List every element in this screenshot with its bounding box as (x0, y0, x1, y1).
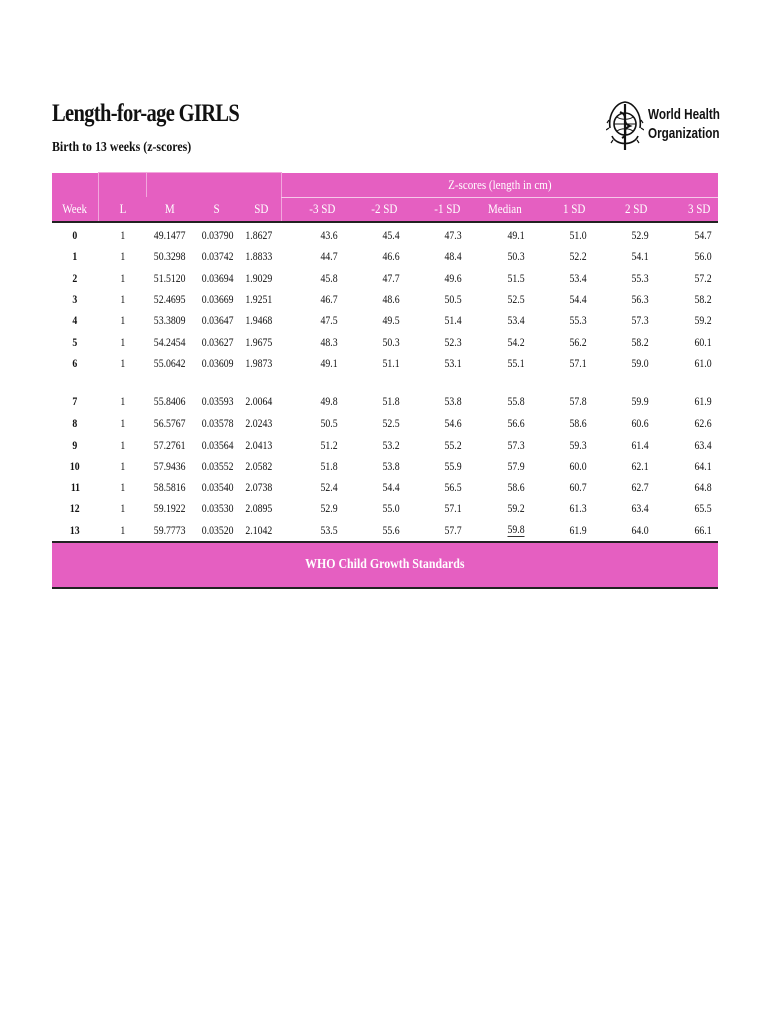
cell-plus2sd: 54.1 (631, 251, 649, 264)
cell-minus3sd: 44.7 (320, 251, 338, 264)
cell-plus1sd: 57.8 (569, 395, 587, 408)
cell-l: 1 (119, 503, 125, 516)
table-row (52, 268, 718, 289)
cell-minus3sd: 46.7 (320, 294, 338, 307)
header-blank (147, 173, 193, 198)
cell-s: 0.03742 (201, 251, 234, 264)
cell-minus1sd: 50.5 (444, 294, 462, 307)
cell-plus1sd: 60.0 (569, 460, 587, 473)
cell-s: 0.03790 (201, 230, 234, 243)
cell-m: 57.9436 (153, 460, 186, 473)
cell-median: 54.2 (507, 336, 525, 349)
cell-plus2sd: 63.4 (631, 503, 649, 516)
cell-minus3sd: 47.5 (320, 315, 338, 328)
cell-minus3sd: 45.8 (320, 272, 338, 285)
cell-plus1sd: 53.4 (569, 272, 587, 285)
cell-minus2sd: 51.1 (382, 357, 400, 370)
header-blank (98, 173, 146, 198)
cell-minus2sd: 55.6 (382, 524, 400, 537)
cell-l: 1 (119, 482, 125, 495)
cell-median: 57.9 (507, 460, 525, 473)
cell-l: 1 (119, 460, 125, 473)
cell-sd: 1.9468 (245, 315, 273, 328)
cell-plus2sd: 61.4 (631, 439, 649, 452)
cell-plus3sd: 63.4 (694, 439, 712, 452)
cell-plus2sd: 62.7 (631, 482, 649, 495)
logo-text-line2: Organization (648, 125, 720, 142)
footer-band (52, 541, 718, 589)
cell-plus3sd: 60.1 (694, 336, 712, 349)
cell-minus3sd: 51.2 (320, 439, 338, 452)
table-row (52, 414, 718, 435)
cell-minus1sd: 57.1 (444, 503, 462, 516)
column-header-minus1sd: -1 SD (406, 197, 468, 222)
cell-sd: 1.9029 (245, 272, 273, 285)
cell-sd: 1.8627 (245, 230, 273, 243)
cell-l: 1 (119, 230, 125, 243)
table-row (52, 353, 718, 374)
cell-plus3sd: 65.5 (694, 503, 712, 516)
cell-minus1sd: 57.7 (444, 524, 462, 537)
cell-median: 55.1 (507, 357, 525, 370)
cell-l: 1 (119, 336, 125, 349)
cell-median: 58.6 (507, 482, 525, 495)
footer-text: WHO Child Growth Standards (305, 557, 465, 573)
cell-sd: 1.9251 (245, 294, 273, 307)
column-header-plus1sd: 1 SD (531, 197, 593, 222)
cell-plus3sd: 66.1 (694, 524, 712, 537)
table-row (52, 477, 718, 498)
cell-sd: 2.0243 (245, 418, 273, 431)
cell-minus1sd: 53.8 (444, 395, 462, 408)
cell-plus2sd: 64.0 (631, 524, 649, 537)
cell-l: 1 (119, 272, 125, 285)
cell-minus2sd: 50.3 (382, 336, 400, 349)
cell-plus2sd: 56.3 (631, 294, 649, 307)
cell-week: 13 (70, 524, 81, 537)
cell-week: 5 (72, 336, 78, 349)
cell-sd: 2.0582 (245, 460, 273, 473)
cell-s: 0.03647 (201, 315, 234, 328)
cell-s: 0.03669 (201, 294, 234, 307)
cell-minus2sd: 46.6 (382, 251, 400, 264)
cell-median: 53.4 (507, 315, 525, 328)
table-row (52, 499, 718, 520)
page-title: Length-for-age GIRLS (52, 100, 240, 127)
table-row (52, 375, 718, 414)
cell-plus2sd: 52.9 (631, 230, 649, 243)
cell-minus2sd: 55.0 (382, 503, 400, 516)
cell-plus3sd: 57.2 (694, 272, 712, 285)
cell-plus2sd: 62.1 (631, 460, 649, 473)
column-header-week: Week (52, 197, 98, 222)
cell-minus1sd: 53.1 (444, 357, 462, 370)
table-body (52, 222, 718, 542)
cell-plus3sd: 59.2 (694, 315, 712, 328)
cell-minus2sd: 54.4 (382, 482, 400, 495)
cell-m: 58.5816 (153, 482, 186, 495)
cell-plus3sd: 64.8 (694, 482, 712, 495)
cell-median: 51.5 (507, 272, 525, 285)
cell-week: 6 (72, 357, 78, 370)
column-header-m: M (147, 197, 193, 222)
cell-plus3sd: 62.6 (694, 418, 712, 431)
cell-m: 56.5767 (153, 418, 186, 431)
cell-s: 0.03552 (201, 460, 234, 473)
column-header-median: Median (468, 197, 530, 222)
cell-minus2sd: 52.5 (382, 418, 400, 431)
cell-sd: 1.9873 (245, 357, 273, 370)
cell-sd: 1.9675 (245, 336, 273, 349)
cell-s: 0.03627 (201, 336, 234, 349)
cell-m: 59.7773 (153, 524, 186, 537)
table-row (52, 435, 718, 456)
cell-median: 59.2 (507, 503, 525, 516)
cell-minus1sd: 47.3 (444, 230, 462, 243)
cell-plus2sd: 57.3 (631, 315, 649, 328)
cell-s: 0.03578 (201, 418, 234, 431)
cell-sd: 2.0413 (245, 439, 273, 452)
who-logo (606, 96, 718, 158)
cell-week: 10 (70, 460, 81, 473)
cell-plus3sd: 56.0 (694, 251, 712, 264)
who-emblem-icon (606, 98, 644, 156)
cell-plus2sd: 58.2 (631, 336, 649, 349)
cell-minus3sd: 51.8 (320, 460, 338, 473)
table-row (52, 456, 718, 477)
cell-median: 52.5 (507, 294, 525, 307)
logo-text-line1: World Health (648, 106, 720, 123)
cell-l: 1 (119, 251, 125, 264)
cell-s: 0.03520 (201, 524, 234, 537)
cell-minus3sd: 43.6 (320, 230, 338, 243)
cell-s: 0.03609 (201, 357, 234, 370)
header-group-row (52, 173, 718, 198)
cell-median: 50.3 (507, 251, 525, 264)
cell-plus1sd: 52.2 (569, 251, 587, 264)
cell-plus1sd: 61.3 (569, 503, 587, 516)
cell-minus2sd: 53.2 (382, 439, 400, 452)
zscore-group-header: Z-scores (length in cm) (281, 173, 718, 198)
cell-minus2sd: 45.4 (382, 230, 400, 243)
column-header-row (52, 197, 718, 222)
cell-minus3sd: 52.9 (320, 503, 338, 516)
cell-week: 4 (72, 315, 78, 328)
cell-minus2sd: 47.7 (382, 272, 400, 285)
table-row (52, 520, 718, 541)
cell-plus1sd: 61.9 (569, 524, 587, 537)
cell-m: 51.5120 (153, 272, 186, 285)
cell-plus3sd: 64.1 (694, 460, 712, 473)
cell-m: 50.3298 (153, 251, 186, 264)
cell-l: 1 (119, 524, 125, 537)
cell-minus1sd: 55.2 (444, 439, 462, 452)
cell-plus2sd: 59.0 (631, 357, 649, 370)
cell-m: 54.2454 (153, 336, 186, 349)
cell-s: 0.03530 (201, 503, 234, 516)
cell-plus3sd: 61.0 (694, 357, 712, 370)
cell-minus3sd: 49.1 (320, 357, 338, 370)
column-header-minus2sd: -2 SD (344, 197, 406, 222)
cell-plus1sd: 59.3 (569, 439, 587, 452)
page-subtitle: Birth to 13 weeks (z-scores) (52, 140, 192, 155)
cell-week: 0 (72, 230, 78, 243)
cell-plus1sd: 57.1 (569, 357, 587, 370)
cell-l: 1 (119, 418, 125, 431)
cell-s: 0.03694 (201, 272, 234, 285)
table-row (52, 332, 718, 353)
cell-minus3sd: 50.5 (320, 418, 338, 431)
cell-week: 3 (72, 294, 78, 307)
cell-plus1sd: 55.3 (569, 315, 587, 328)
cell-plus3sd: 61.9 (694, 395, 712, 408)
column-header-minus3sd: -3 SD (281, 197, 343, 222)
cell-minus1sd: 56.5 (444, 482, 462, 495)
cell-week: 2 (72, 272, 78, 285)
cell-m: 59.1922 (153, 503, 186, 516)
cell-median: 56.6 (507, 418, 525, 431)
cell-plus1sd: 51.0 (569, 230, 587, 243)
cell-minus1sd: 49.6 (444, 272, 462, 285)
table-row (52, 311, 718, 332)
cell-minus3sd: 48.3 (320, 336, 338, 349)
cell-m: 57.2761 (153, 439, 186, 452)
cell-minus2sd: 53.8 (382, 460, 400, 473)
length-for-age-table (52, 172, 718, 541)
cell-sd: 2.0738 (245, 482, 273, 495)
cell-sd: 2.0064 (245, 395, 273, 408)
column-header-plus2sd: 2 SD (593, 197, 655, 222)
cell-minus1sd: 52.3 (444, 336, 462, 349)
cell-week: 8 (72, 418, 78, 431)
header-blank (241, 173, 281, 198)
cell-s: 0.03564 (201, 439, 234, 452)
cell-m: 49.1477 (153, 230, 186, 243)
column-header-sd: SD (241, 197, 281, 222)
cell-minus1sd: 55.9 (444, 460, 462, 473)
cell-median: 55.8 (507, 395, 525, 408)
cell-l: 1 (119, 395, 125, 408)
cell-sd: 1.8833 (245, 251, 273, 264)
cell-plus1sd: 58.6 (569, 418, 587, 431)
cell-median: 59.8 (507, 524, 525, 537)
cell-minus3sd: 52.4 (320, 482, 338, 495)
cell-week: 9 (72, 439, 78, 452)
cell-plus1sd: 54.4 (569, 294, 587, 307)
cell-plus2sd: 59.9 (631, 395, 649, 408)
cell-minus2sd: 48.6 (382, 294, 400, 307)
cell-week: 1 (72, 251, 78, 264)
cell-s: 0.03593 (201, 395, 234, 408)
cell-minus3sd: 53.5 (320, 524, 338, 537)
cell-sd: 2.0895 (245, 503, 273, 516)
cell-minus2sd: 49.5 (382, 315, 400, 328)
cell-l: 1 (119, 439, 125, 452)
column-header-l: L (98, 197, 146, 222)
cell-m: 55.0642 (153, 357, 186, 370)
cell-l: 1 (119, 357, 125, 370)
column-header-plus3sd: 3 SD (655, 197, 718, 222)
header-blank (52, 173, 98, 198)
table-row (52, 222, 718, 247)
cell-plus2sd: 60.6 (631, 418, 649, 431)
cell-week: 7 (72, 395, 78, 408)
cell-week: 12 (70, 503, 81, 516)
cell-m: 55.8406 (153, 395, 186, 408)
cell-sd: 2.1042 (245, 524, 273, 537)
cell-week: 11 (70, 482, 80, 495)
cell-plus2sd: 55.3 (631, 272, 649, 285)
cell-minus1sd: 51.4 (444, 315, 462, 328)
cell-m: 53.3809 (153, 315, 186, 328)
cell-minus1sd: 48.4 (444, 251, 462, 264)
cell-minus3sd: 49.8 (320, 395, 338, 408)
cell-m: 52.4695 (153, 294, 186, 307)
cell-plus1sd: 56.2 (569, 336, 587, 349)
cell-l: 1 (119, 294, 125, 307)
table-row (52, 247, 718, 268)
cell-plus3sd: 58.2 (694, 294, 712, 307)
table-row (52, 289, 718, 310)
cell-median: 49.1 (507, 230, 525, 243)
data-table-container (52, 172, 718, 589)
cell-median: 57.3 (507, 439, 525, 452)
cell-minus2sd: 51.8 (382, 395, 400, 408)
cell-l: 1 (119, 315, 125, 328)
cell-minus1sd: 54.6 (444, 418, 462, 431)
cell-plus1sd: 60.7 (569, 482, 587, 495)
header-blank (193, 173, 241, 198)
column-header-s: S (193, 197, 241, 222)
cell-plus3sd: 54.7 (694, 230, 712, 243)
cell-s: 0.03540 (201, 482, 234, 495)
